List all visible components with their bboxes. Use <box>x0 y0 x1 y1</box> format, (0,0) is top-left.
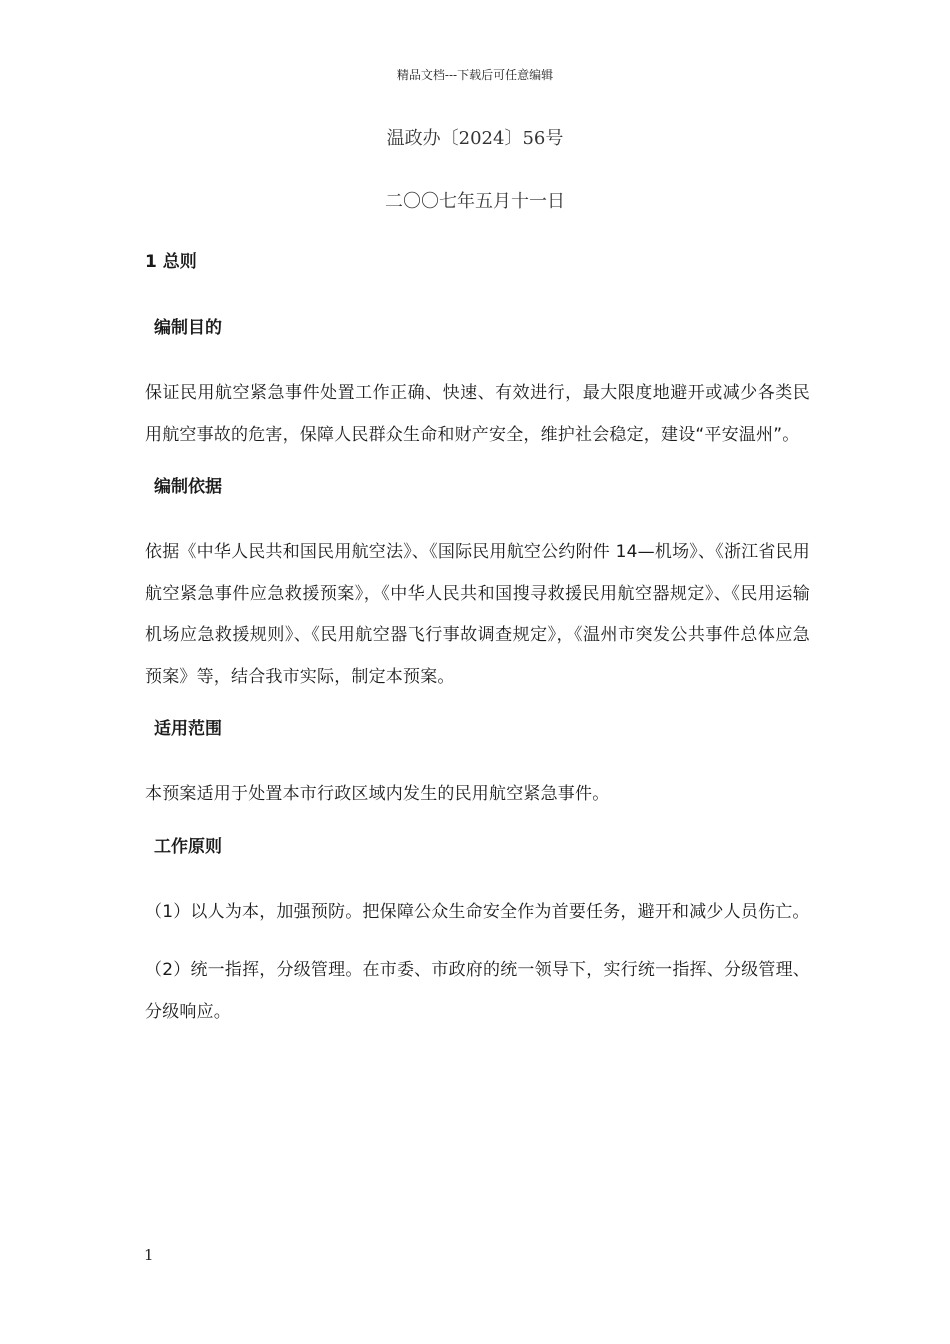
section-heading: 1 总则 <box>145 252 197 272</box>
document-date: 二〇〇七年五月十一日 <box>385 191 565 212</box>
subsection-heading-basis: 编制依据 <box>154 477 222 497</box>
header-note: 精品文档---下载后可任意编辑 <box>396 68 554 82</box>
subsection-heading-scope: 适用范围 <box>154 719 222 739</box>
paragraph-basis: 依据《中华人民共和国民用航空法》、《国际民用航空公约附件 14—机场》、《浙江省民用航空紧急事件应急救援预案》，《中华人民共和国搜寻救援民用航空器规定》、《民用运输机场应急救援规则》、《民用航空器飞行事故调查规定》，《温州市突发公共事件总体应急预案》等，结合我市实际，制定本预案。 <box>145 542 810 687</box>
paragraph-scope: 本预案适用于处置本市行政区域内发生的民用航空紧急事件。 <box>145 784 610 804</box>
page-number: 1 <box>144 1246 154 1264</box>
subsection-heading-purpose: 编制目的 <box>154 318 222 338</box>
document-body <box>145 248 810 1050</box>
paragraph-purpose: 保证民用航空紧急事件处置工作正确、快速、有效进行，最大限度地避开或减少各类民用航空事故的危害，保障人民群众生命和财产安全，维护社会稳定，建设“平安温州”。 <box>145 383 810 445</box>
subsection-heading-principles: 工作原则 <box>154 836 222 857</box>
paragraph-principle-2: （2）统一指挥，分级管理。在市委、市政府的统一领导下，实行统一指挥、分级管理、分级响应。 <box>145 960 810 1022</box>
paragraph-principle-1: （1）以人为本，加强预防。把保障公众生命安全作为首要任务，避开和减少人员伤亡。 <box>145 901 810 922</box>
document-number: 温政办〔2024〕56号 <box>386 128 564 149</box>
